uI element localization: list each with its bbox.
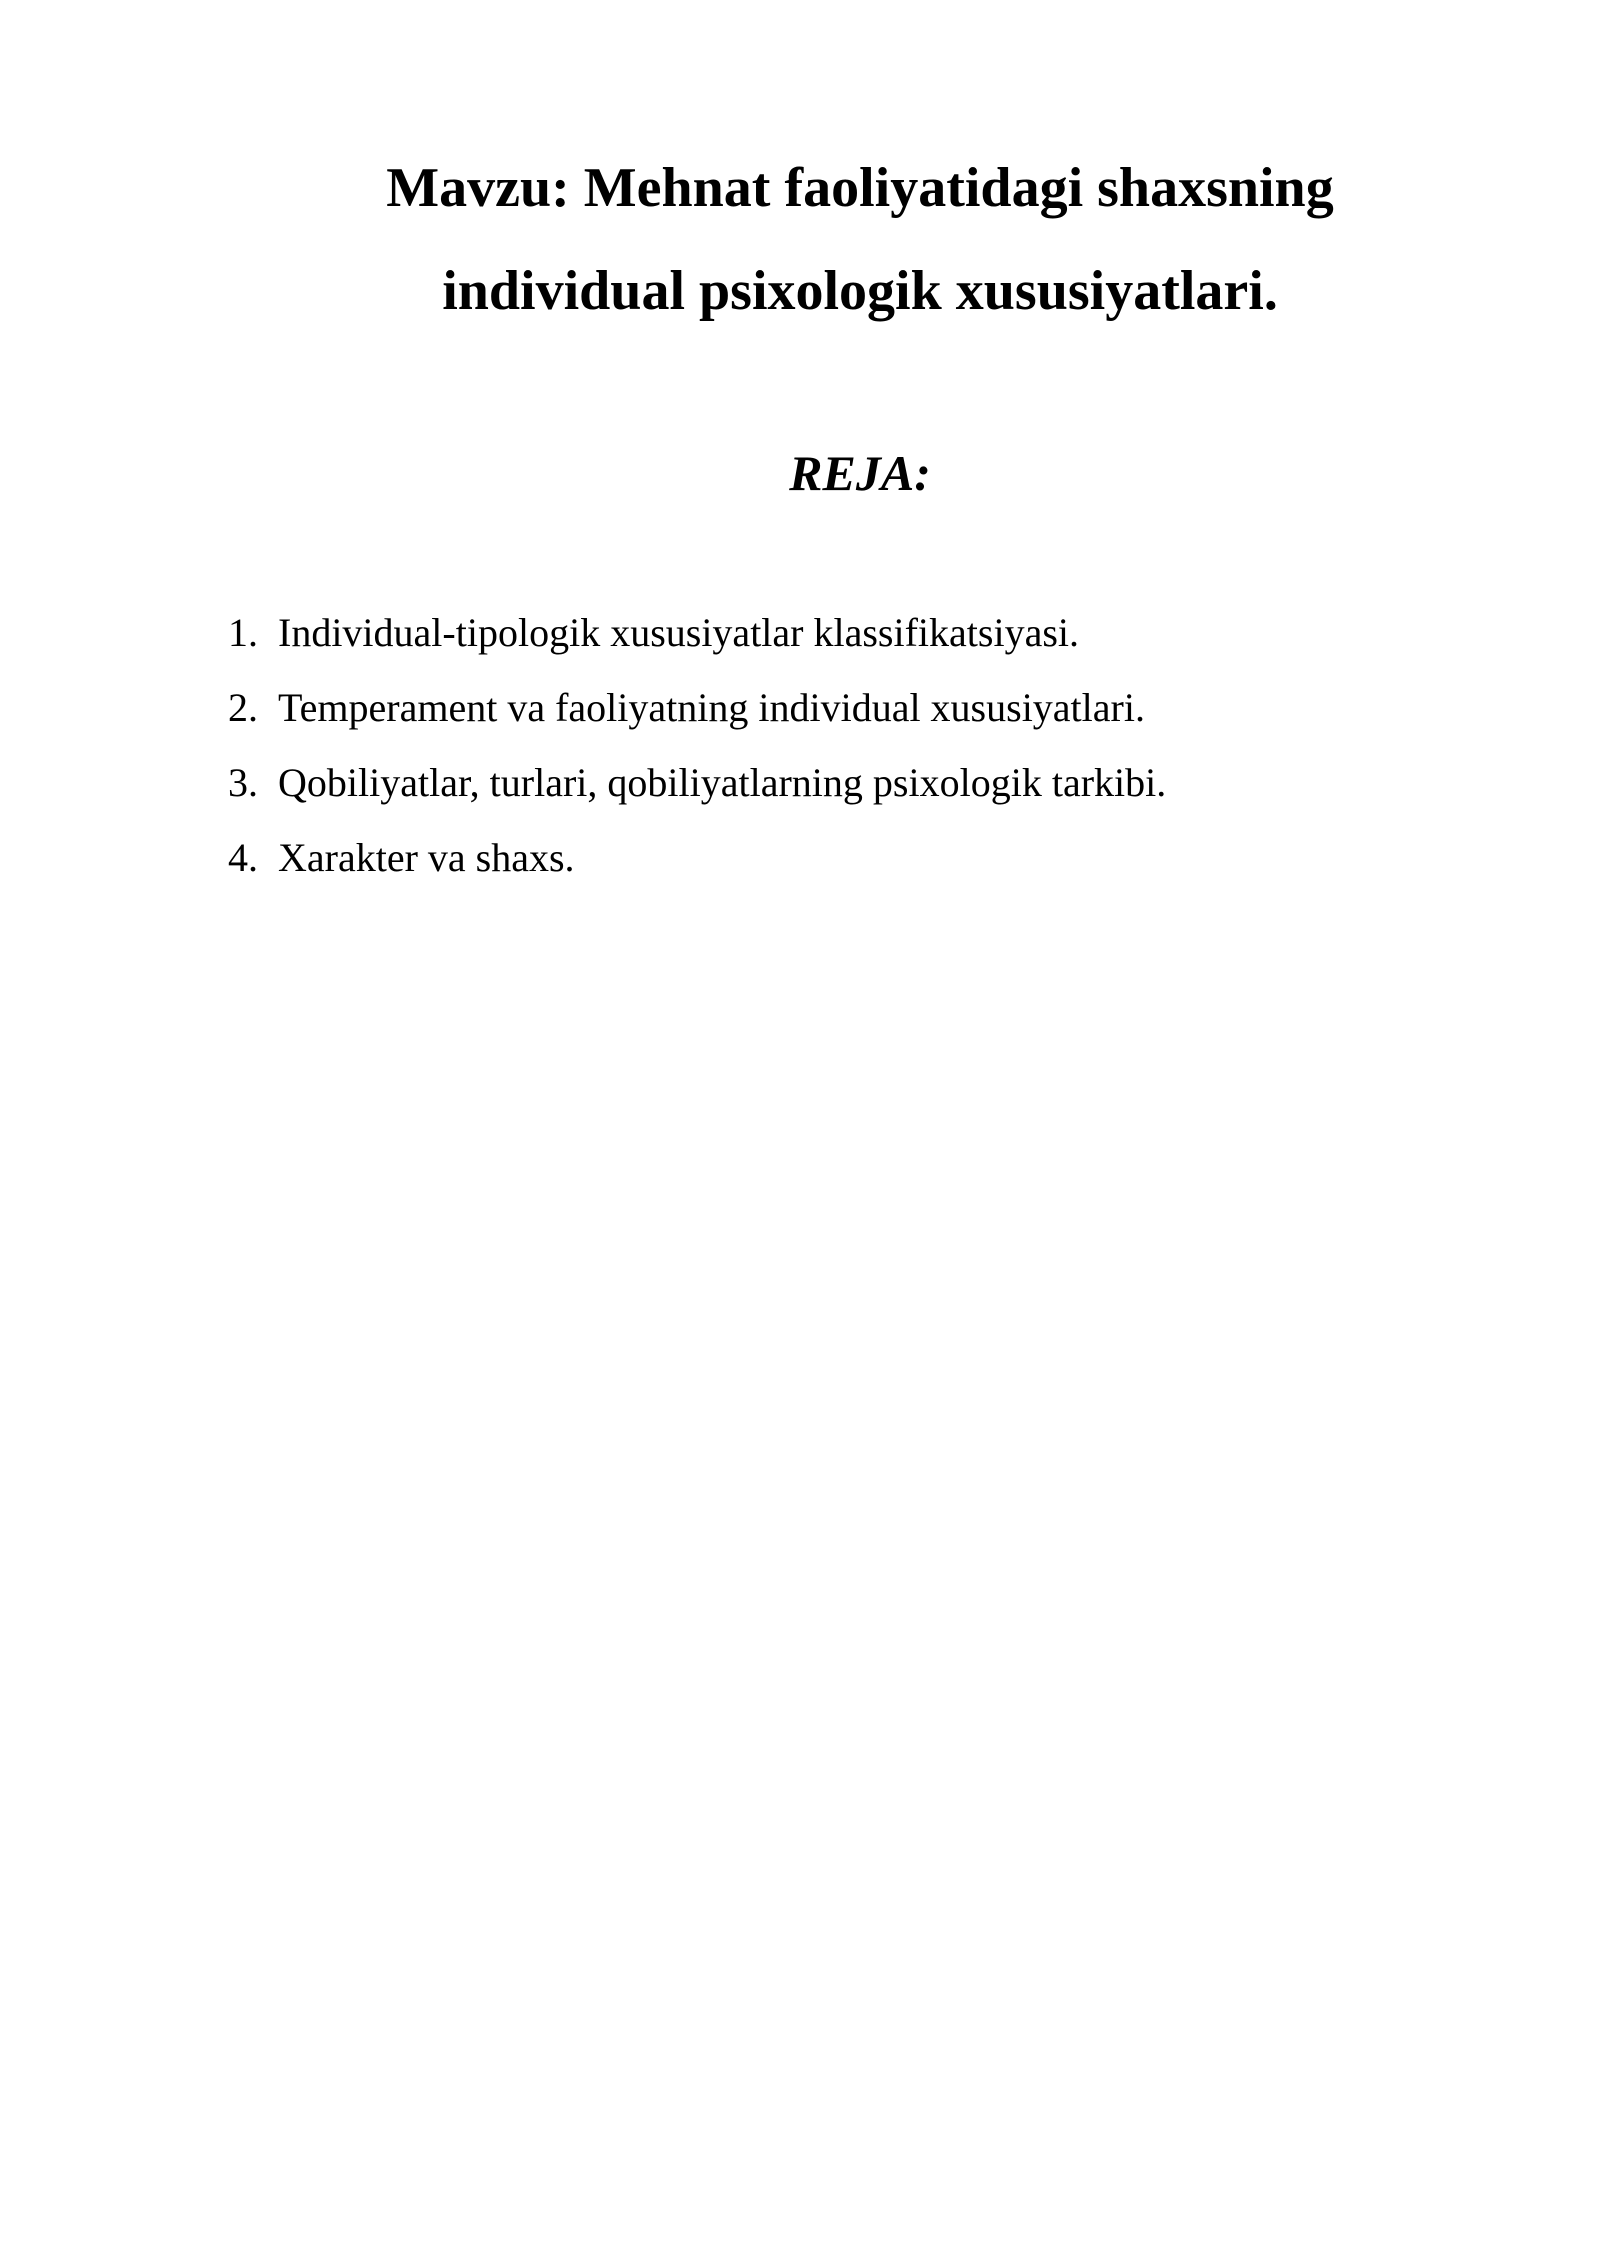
plan-item bbox=[228, 605, 1428, 680]
plan-item bbox=[228, 830, 1428, 905]
plan-list bbox=[228, 605, 1428, 905]
plan-item-number: 4. bbox=[228, 835, 258, 880]
plan-heading: REJA: bbox=[789, 445, 931, 501]
plan-item-number: 1. bbox=[228, 610, 258, 655]
plan-item-number: 3. bbox=[228, 760, 258, 805]
page-title-line-2: individual psixologik xususiyatlari. bbox=[442, 260, 1278, 322]
plan-item-number: 2. bbox=[228, 685, 258, 730]
plan-item-text: Qobiliyatlar, turlari, qobiliyatlarning psixologik tarkibi. bbox=[278, 760, 1167, 805]
plan-item bbox=[228, 755, 1428, 830]
plan-item-text: Temperament va faoliyatning individual xususiyatlari. bbox=[278, 685, 1145, 730]
plan-item-text: Individual-tipologik xususiyatlar klassifikatsiyasi. bbox=[278, 610, 1080, 655]
page-title-line-1: Mavzu: Mehnat faoliyatidagi shaxsning bbox=[386, 157, 1334, 219]
plan-item-text: Xarakter va shaxs. bbox=[278, 835, 575, 880]
plan-item bbox=[228, 680, 1428, 755]
